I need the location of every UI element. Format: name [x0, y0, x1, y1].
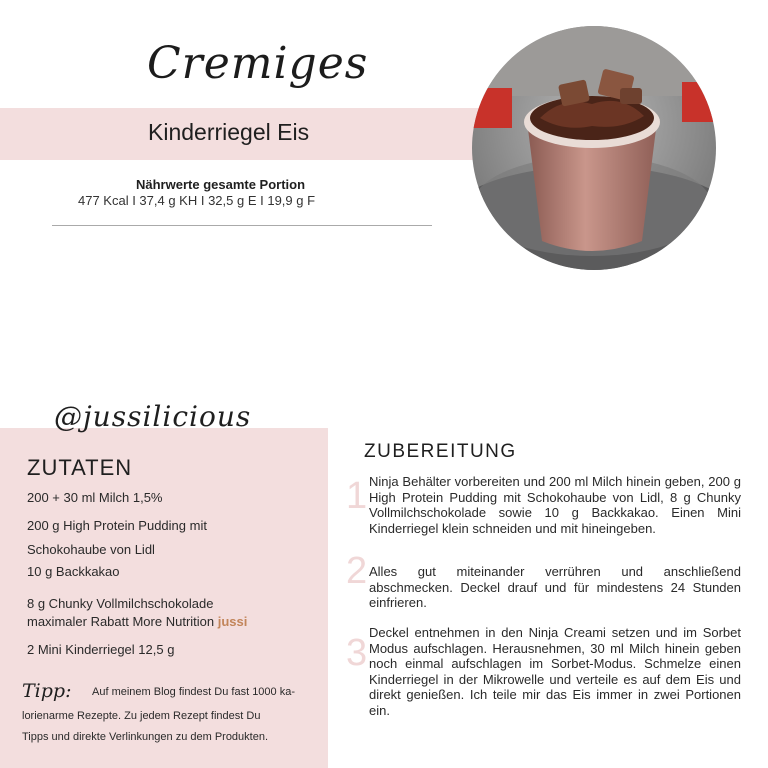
tip-line: Tipps und direkte Verlinkungen zu dem Produkten.: [22, 731, 269, 743]
tip-label: Tipp:: [22, 680, 72, 702]
ingredient-item: [27, 614, 247, 629]
step-number: 2: [346, 550, 368, 592]
ingredient-item: 8 g Chunky Vollmilchschokolade: [27, 596, 214, 611]
nutrition-title: Nährwerte gesamte Portion: [136, 177, 306, 192]
ingredient-item: 10 g Backkakao: [27, 564, 120, 579]
rabatt-text: maximaler Rabatt More Nutrition: [27, 614, 215, 629]
ice-cream-photo: [472, 26, 716, 270]
tip-line: lorienarme Rezepte. Zu jedem Rezept findest Du: [22, 710, 261, 722]
step-text: Deckel entnehmen in den Ninja Creami setzen und im Sorbet Modus aufschlagen. Herausnehmen, 30 ml Milch hinein geben noch einmal aufschlagen im Sorbet-Modus. Schmelze einen Kinderriegel in der Mikrowelle und verteile es auf dem Eis und direkt genießen. Ich teile mir das Eis immer in zwei Portionen ein.: [369, 625, 741, 718]
instagram-handle: @jussilicious: [54, 400, 252, 433]
step-text: Alles gut miteinander verrühren und anschließend abschmecken. Deckel drauf und für mindestens 24 Stunden einfrieren.: [369, 564, 741, 610]
nutrition-values: 477 Kcal I 37,4 g KH I 32,5 g E I 19,9 g F: [78, 193, 316, 208]
step-number: 1: [346, 475, 368, 517]
page-title: Kinderriegel Eis: [148, 119, 310, 145]
ingredient-item: Schokohaube von Lidl: [27, 542, 155, 557]
ingredient-item: 200 g High Protein Pudding mit: [27, 518, 207, 533]
tip-line: Auf meinem Blog findest Du fast 1000 ka-: [92, 686, 295, 698]
ingredient-item: 200 + 30 ml Milch 1,5%: [27, 490, 163, 505]
step-number: 3: [346, 632, 368, 674]
preparation-heading: ZUBEREITUNG: [364, 441, 517, 462]
ingredients-heading: ZUTATEN: [27, 455, 133, 480]
divider: [52, 225, 432, 226]
script-title: Cremiges: [147, 38, 369, 89]
step-text: Ninja Behälter vorbereiten und 200 ml Milch hinein geben, 200 g High Protein Pudding mit Schokohaube von Lidl, 8 g Chunky Vollmilchschokolade sowie 10 g Backkakao. Einen Mini Kinderriegel klein schneiden und mit hineingeben.: [369, 474, 741, 536]
brand-code: jussi: [217, 614, 248, 629]
ingredient-item: 2 Mini Kinderriegel 12,5 g: [27, 642, 175, 657]
